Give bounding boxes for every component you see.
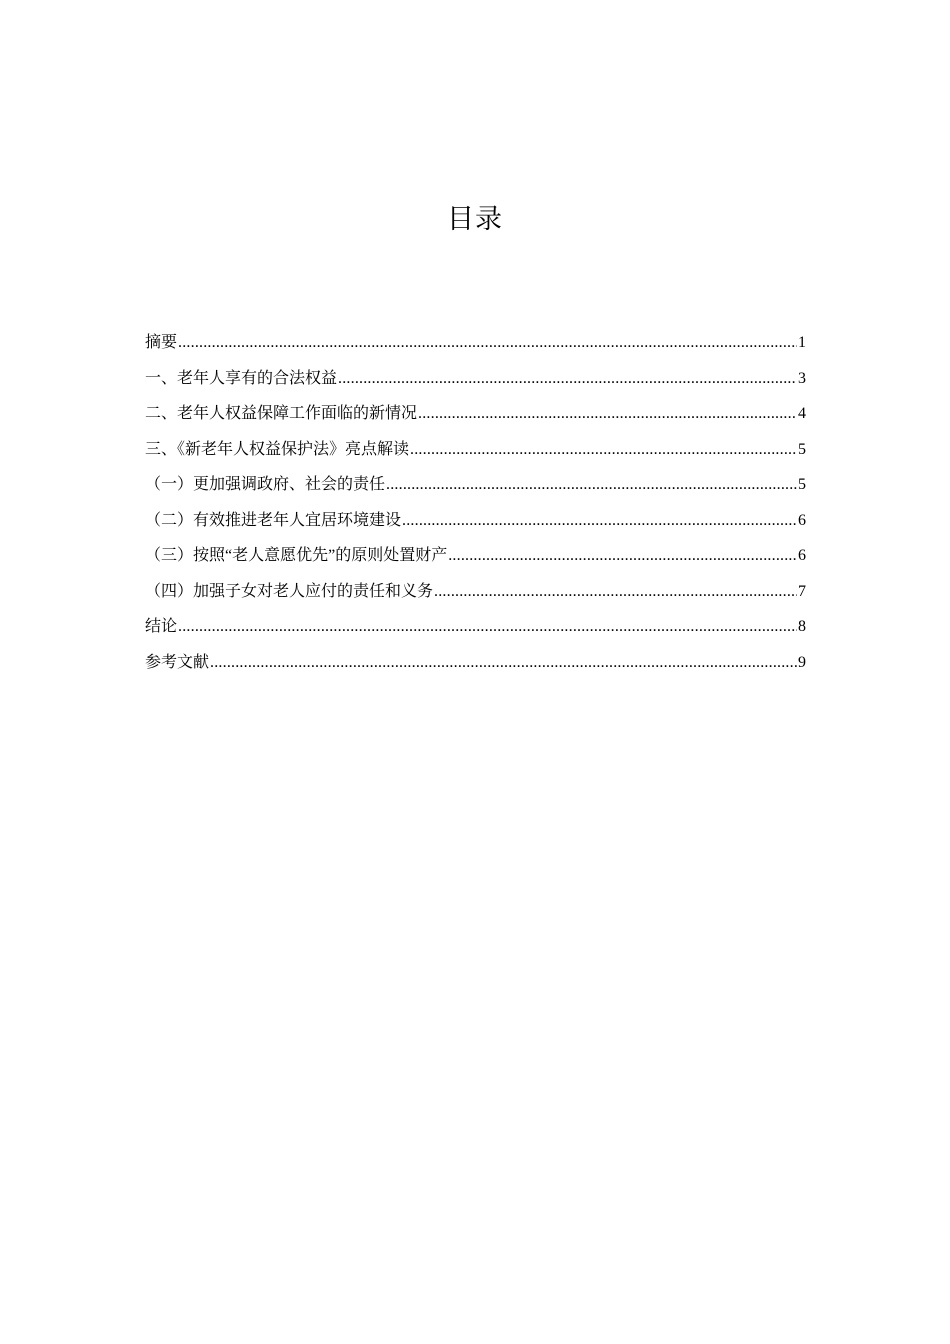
dot-leader xyxy=(418,399,797,429)
toc-entry-page: 1 xyxy=(798,334,806,351)
toc-entry-page: 4 xyxy=(798,405,806,422)
toc-entry-subsection-3-2[interactable] xyxy=(145,506,806,542)
toc-entry-section-2[interactable] xyxy=(145,399,806,435)
dot-leader xyxy=(448,541,797,571)
dot-leader xyxy=(402,506,797,536)
dot-leader xyxy=(338,364,797,394)
toc-entry-label: 三、《新老年人权益保护法》亮点解读 xyxy=(145,440,410,458)
dot-leader xyxy=(178,328,797,358)
toc-entry-label: （四）加强子女对老人应付的责任和义务 xyxy=(145,582,434,600)
toc-entry-abstract[interactable] xyxy=(145,328,806,364)
toc-entry-page: 3 xyxy=(798,369,806,387)
toc-entry-label: 摘要 xyxy=(145,334,178,351)
dot-leader xyxy=(434,577,797,607)
toc-entry-subsection-3-1[interactable] xyxy=(145,470,806,506)
toc-entry-page: 6 xyxy=(798,511,806,529)
toc-entry-page: 6 xyxy=(798,547,806,564)
toc-title: 目录 xyxy=(447,204,503,235)
toc-entry-page: 8 xyxy=(798,618,806,635)
toc-entry-conclusion[interactable] xyxy=(145,612,806,648)
toc-entry-label: 二、老年人权益保障工作面临的新情况 xyxy=(145,405,418,422)
toc-entry-section-3[interactable] xyxy=(145,435,806,471)
toc-list xyxy=(145,328,806,683)
dot-leader xyxy=(178,612,797,642)
toc-entry-label: （二）有效推进老年人宜居环境建设 xyxy=(145,511,402,529)
toc-entry-label: 参考文献 xyxy=(145,653,210,671)
dot-leader xyxy=(210,648,797,678)
toc-entry-references[interactable] xyxy=(145,648,806,684)
dot-leader xyxy=(410,435,797,465)
toc-entry-page: 5 xyxy=(798,476,806,493)
toc-entry-label: （一）更加强调政府、社会的责任 xyxy=(145,476,386,493)
toc-entry-page: 5 xyxy=(798,440,806,458)
toc-entry-subsection-3-3[interactable] xyxy=(145,541,806,577)
toc-entry-page: 9 xyxy=(798,653,806,671)
toc-entry-label: （三）按照“老人意愿优先”的原则处置财产 xyxy=(145,547,448,564)
toc-entry-section-1[interactable] xyxy=(145,364,806,400)
toc-entry-label: 结论 xyxy=(145,618,178,635)
toc-entry-label: 一、老年人享有的合法权益 xyxy=(145,369,338,387)
dot-leader xyxy=(386,470,797,500)
toc-entry-page: 7 xyxy=(798,582,806,600)
toc-entry-subsection-3-4[interactable] xyxy=(145,577,806,613)
